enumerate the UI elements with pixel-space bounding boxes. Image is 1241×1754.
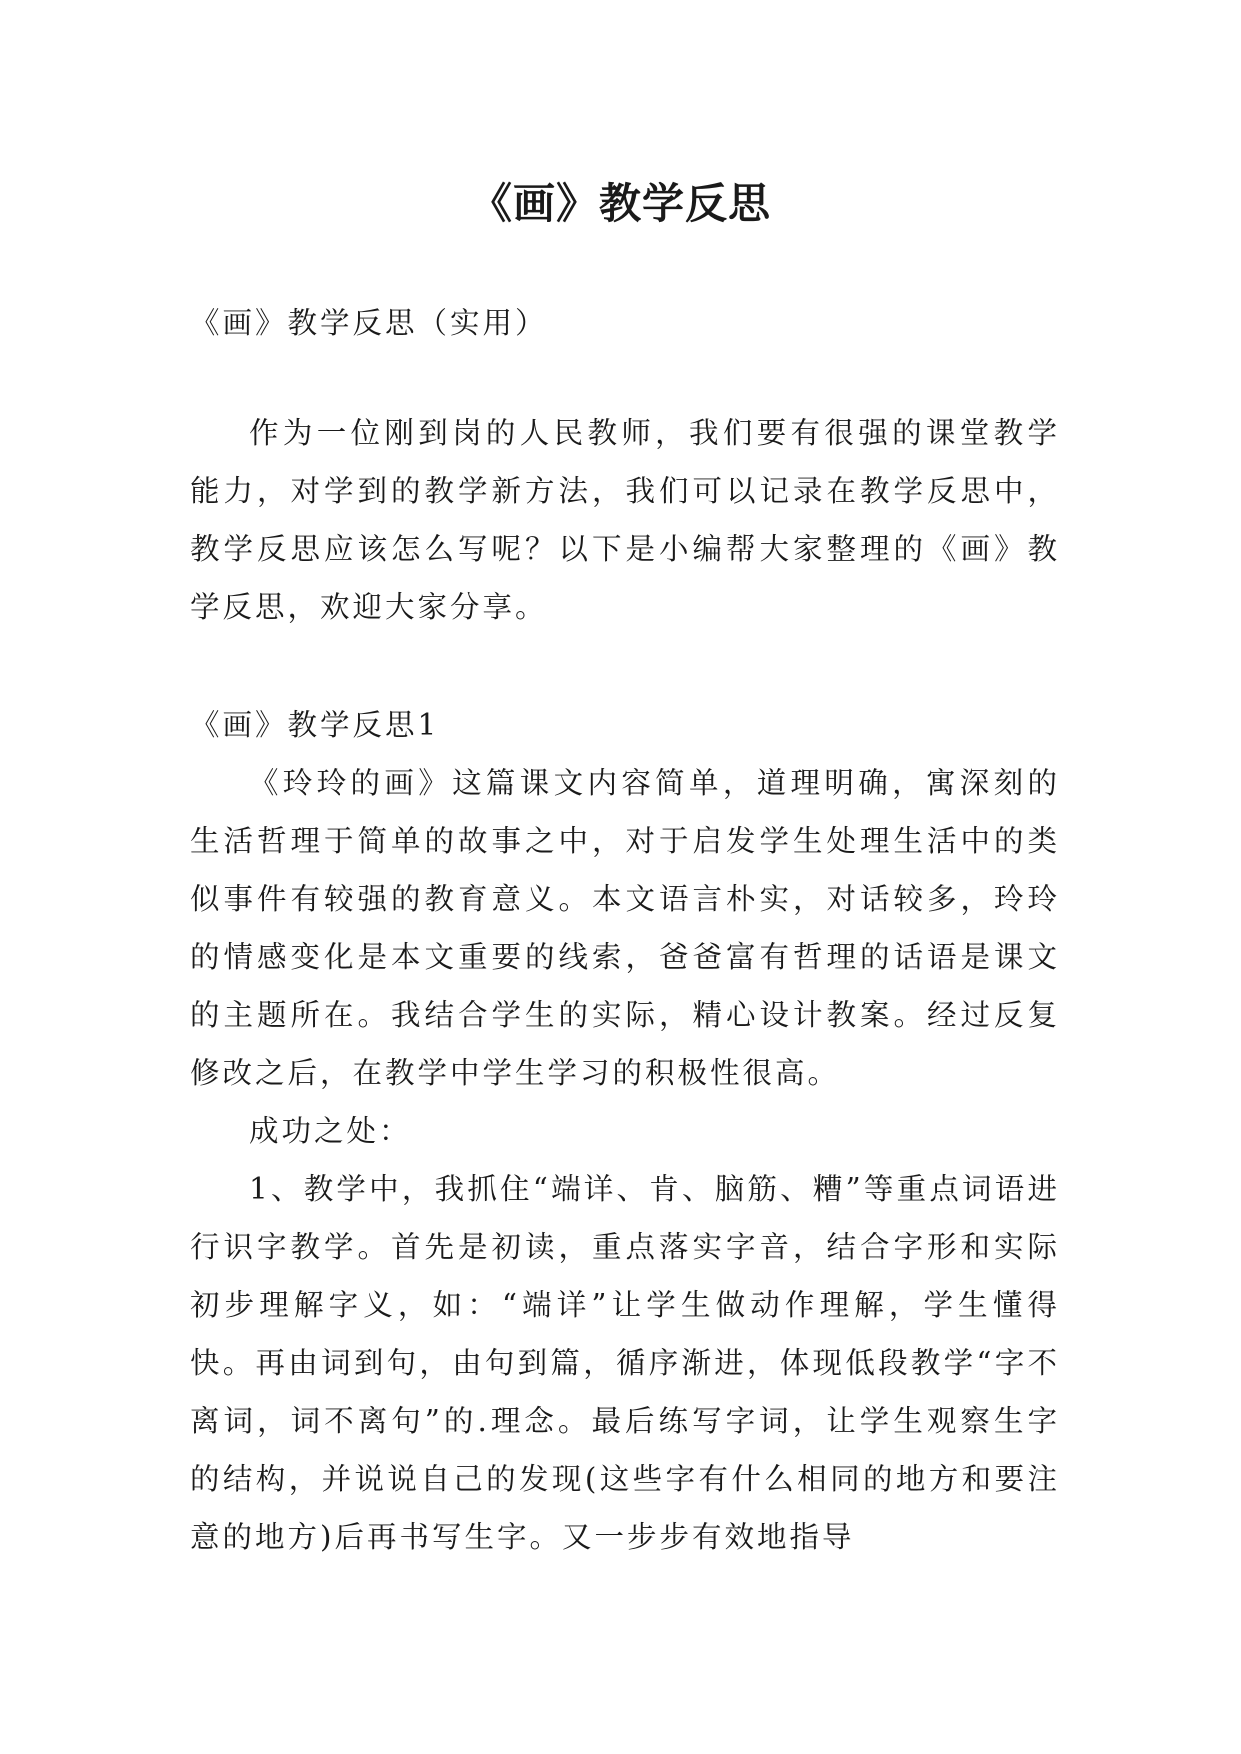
body-paragraph: 《玲玲的画》这篇课文内容简单，道理明确，寓深刻的生活哲理于简单的故事之中，对于启发学生处理生活中的类似事件有较强的教育意义。本文语言朴实，对话较多，玲玲的情感变化是本文重要的线索，爸爸富有哲理的话语是课文的主题所在。我结合学生的实际，精心设计教案。经过反复修改之后，在教学中学生学习的积极性很高。 <box>190 766 1060 1090</box>
body-paragraph: 成功之处： <box>249 1114 412 1148</box>
section-heading: 《画》教学反思1 <box>190 708 440 742</box>
section-body <box>190 754 1060 1566</box>
intro-paragraph: 作为一位刚到岗的人民教师，我们要有很强的课堂教学能力，对学到的教学新方法，我们可以记录在教学反思中，教学反思应该怎么写呢？以下是小编帮大家整理的《画》教学反思，欢迎大家分享。 <box>190 416 1060 624</box>
document-title: 《画》教学反思 <box>469 179 771 229</box>
document-subtitle: 《画》教学反思（实用） <box>190 306 548 340</box>
body-paragraph: 1、教学中，我抓住“端详、肯、脑筋、糟”等重点词语进行识字教学。首先是初读，重点落实字音，结合字形和实际初步理解字义，如：“端详”让学生做动作理解，学生懂得快。再由词到句，由句到篇，循序渐进，体现低段教学“字不离词，词不离句”的.理念。最后练写字词，让学生观察生字的结构，并说说自己的发现(这些字有什么相同的地方和要注意的地方)后再书写生字。又一步步有效地指导 <box>190 1172 1060 1554</box>
